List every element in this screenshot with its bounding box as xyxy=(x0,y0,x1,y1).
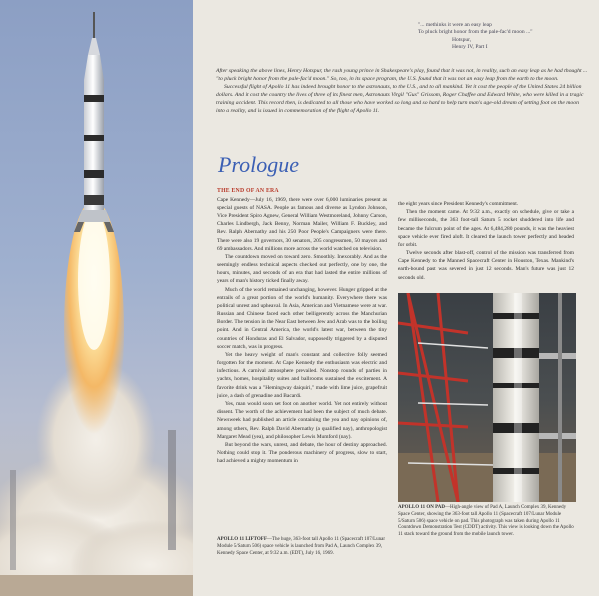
caption-liftoff xyxy=(217,537,387,557)
caption-on-pad-title: APOLLO 11 ON PAD xyxy=(398,505,445,510)
body-paragraph: Then the moment came. At 9:32 a.m., exactly on schedule, give or take a few milliseconds, the 363 foot-tall Saturn 5 rocket shuddered into life and became the fulcrum point of the ages. At 6,484,280 pounds, it was the heaviest space vehicle ever fired aloft. It cleared the launch tower perfectly and headed for orbit. xyxy=(398,209,574,248)
body-paragraph: Twelve seconds after blast-off, control of the mission was transferred from Cape Kennedy to the Manned Spacecraft Center in Houston, Texas. Mankind's earth-bound past was severed in just 12 seconds. Man's future was just 12 seconds old. xyxy=(398,250,574,281)
body-column-2 xyxy=(398,200,574,282)
body-paragraph: The countdown moved on toward zero. Smoothly. Inexorably. And as the seemingly endless technical aspects checked out perfectly, one by one, the hours, minutes, and seconds of an era that had lasted the entire millions of years of man's history ticked finally away. xyxy=(217,253,387,285)
caption-liftoff-title: APOLLO 11 LIFTOFF xyxy=(217,537,267,542)
page-title: Prologue xyxy=(218,152,300,177)
quote-source-1: Hotspur, xyxy=(452,36,472,43)
body-paragraph: Yet the heavy weight of man's constant and collective folly seemed forgotten for the moment. At Cape Kennedy the enthusiasm was electric and infectious. A carnival atmosphere prevailed. Nonstop rounds of parties in yachts, homes, hospitality suites and ballrooms sustained the excitement. A favorite drink was a "Hemingway daiquiri," made with lime juice, grapefruit juice, a dash of grenadine and Bacardi. xyxy=(217,351,387,399)
body-paragraph: Cape Kennedy—July 16, 1969, there were over 6,000 luminaries present as special guests of NASA. People as famous and diverse as Lyndon Johnson, Vice President Spiro Agnew, General William Westmoreland, Johnny Carson, Charles Lindbergh, Jack Benny, Norman Mailer, William F. Buckley, and Rev. Ralph Abernathy and his 250 Poor People's Campaigners were there. There were also 19 governors, 30 senators, 205 congressmen, 50 mayors and 69 ambassadors. And millions more across the world watched on television. xyxy=(217,196,387,252)
body-paragraph: Yes, man would soon set foot on another world. Yet not entirely without dissent. The worth of the achievement had been the subject of much debate. Newsweek had published an article containing the yea and nay opinions of, among others, Rev. Ralph David Abernathy (a qualified nay), anthropologist Margaret Mead (yea), and philosopher Lewis Mumford (nay). xyxy=(217,400,387,440)
caption-on-pad xyxy=(398,505,576,539)
caption-liftoff-text: —The huge, 363-foot tall Apollo 11 (Spacecraft 107/Lunar Module 5/Saturn 506) space vehicle is launched from Pad A, Launch Complex 39, Kennedy Space Center, at 9:32 a.m. (EDT), July 16, 1969. xyxy=(217,537,386,556)
intro-paragraph-2: Successful flight of Apollo 11 has indeed brought honor to the astronauts, to the U.S., and to all mankind. Yet it cost the people of the United States 24 billion dollars. And it cost the country the lives of three of its finest men, Astronauts Virgil "Gus" Grissom, Roger Chaffee and Edward White, who were killed in a tragic training accident. This record then, is dedicated to all those who have worked so long and so hard to help turn man's age-old dream of setting foot on the moon into a reality, and is issued in commemoration of the flight of Apollo 11. xyxy=(216,84,584,115)
caption-on-pad-text: —High-angle view of Pad A, Launch Complex 39, Kennedy Space Center, showing the 363-foot tall Apollo 11 (Spacecraft 107/Lunar Module 5/Saturn 506) space vehicle on pad. This photograph was taken during Apollo 11 Countdown Demonstration Test (CDDT) activity. This view is looking down the Apollo 11 stack toward the ground from the mobile launch tower. xyxy=(398,505,574,537)
body-paragraph: Much of the world remained unchanging, however. Hunger gripped at the entrails of a great portion of the world's humanity. Everywhere there was political unrest and upheaval. In Asia, American and Vietnamese were at war. Russian and Chinese faced each other belligerently across the Manchurian Border. The tension in the Near East between Jew and Arab was to the boiling point. And in Central America, the world's latest war, between the tiny countries of Honduras and El Salvador, supposedly triggered by a disputed soccer match, was in progress. xyxy=(217,286,387,350)
quote-line-1: "... methinks it were an easy leap xyxy=(418,22,492,28)
intro-dedication xyxy=(216,67,588,116)
apollo-liftoff-photo xyxy=(0,0,193,596)
body-paragraph: the eight years since President Kennedy's commitment. xyxy=(398,201,519,207)
intro-paragraph-1: After speaking the above lines, Henry Hotspur, the rash young prince in Shakespeare's play, found that it was not, in reality, such an easy leap as he had thought ... "to pluck bright honor from the pale-fac'd moon." So, too, in its space program, the U.S. found that it was not an easy leap from the earth to the moon. xyxy=(216,68,588,83)
body-column-1 xyxy=(217,187,387,535)
body-paragraph: But beyond the wars, unrest, and debate, the hour of destiny approached. Nothing could stop it. The ponderous machinery of progress, slow to start, had achieved a mighty momentum in xyxy=(217,441,387,465)
section-heading: THE END OF AN ERA xyxy=(217,188,279,194)
quote-source-2: Henry IV, Part I xyxy=(452,43,488,50)
apollo-on-pad-photo xyxy=(398,293,576,502)
quote-line-2: To pluck bright honor from the pale-fac'd moon ..." xyxy=(418,29,533,36)
hotspur-quote xyxy=(418,22,588,51)
